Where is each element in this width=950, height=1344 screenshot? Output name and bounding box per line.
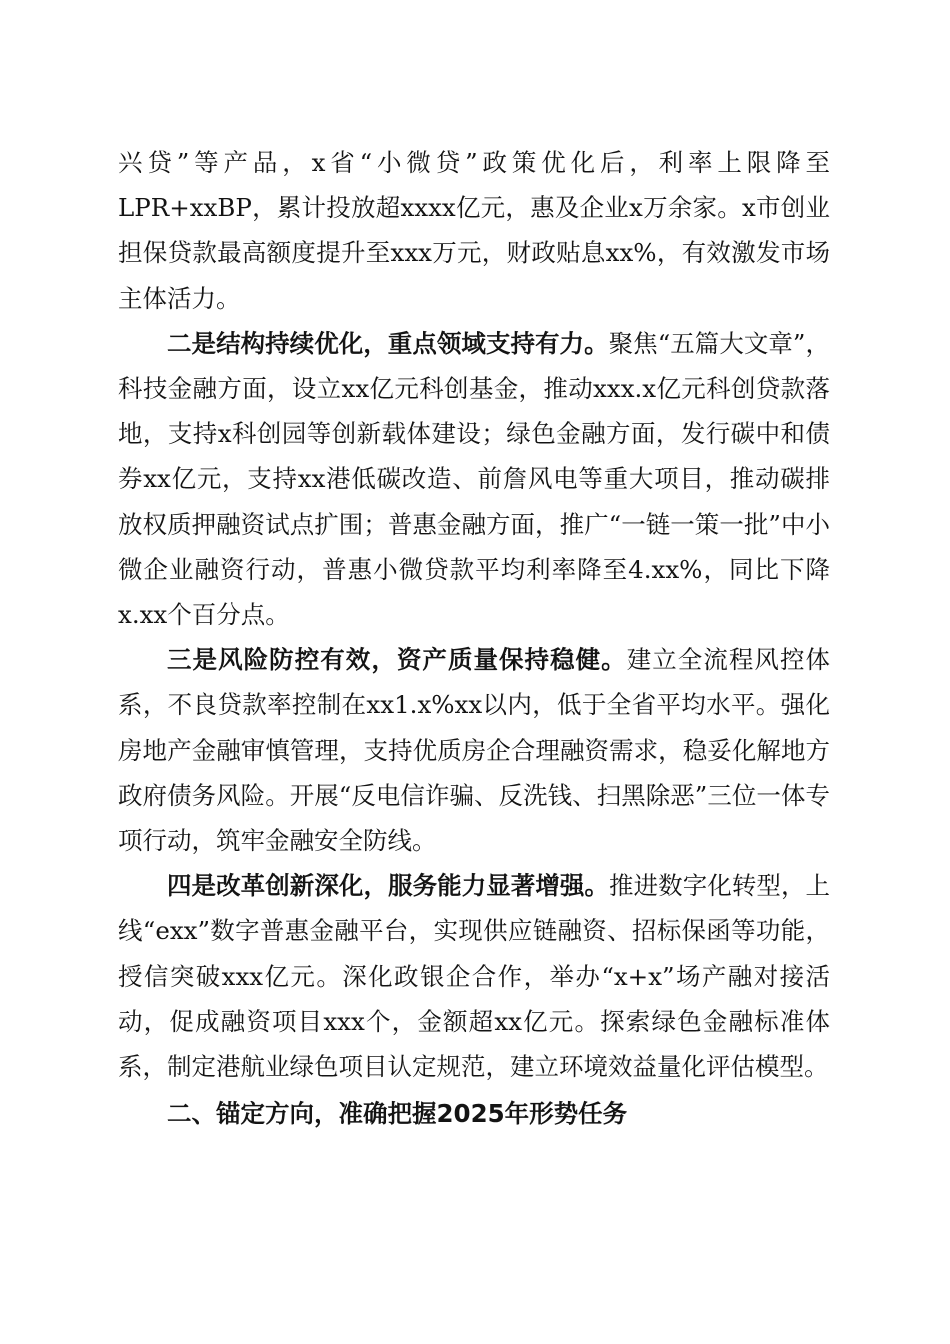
paragraph-lead-sentence: 二是结构持续优化，重点领域支持有力。 — [167, 328, 609, 358]
document-body — [118, 140, 830, 1136]
paragraph-text: 聚焦“五篇大文章”，科技金融方面，设立xx亿元科创基金，推动xxx.x亿元科创贷款落地，支持x科创园等创新载体建设；绿色金融方面，发行碳中和债券xx亿元，支持xx港低碳改造、前詹风电等重大项目，推动碳排放权质押融资试点扩围；普惠金融方面，推广“一链一策一批”中小微企业融资行动，普惠小微贷款平均利率降至4.xx%，同比下降x.xx个百分点。 — [118, 328, 830, 630]
paragraph-reform-innovation — [118, 863, 830, 1089]
paragraph-text: 建立全流程风控体系，不良贷款率控制在xx1.x%xx以内，低于全省平均水平。强化房地产金融审慎管理，支持优质房企合理融资需求，稳妥化解地方政府债务风险。开展“反电信诈骗、反洗钱、扫黑除恶”三位一体专项行动，筑牢金融安全防线。 — [118, 645, 830, 856]
paragraph-structure-optimization — [118, 321, 830, 637]
paragraph-risk-control — [118, 637, 830, 863]
paragraph-text: 推进数字化转型，上线“exx”数字普惠金融平台，实现供应链融资、招标保函等功能，授信突破xxx亿元。深化政银企合作，举办“x+x”场产融对接活动，促成融资项目xxx个，金额超xx亿元。探索绿色金融标准体系，制定港航业绿色项目认定规范，建立环境效益量化评估模型。 — [118, 871, 831, 1082]
paragraph-continuation — [118, 140, 830, 321]
section-heading: 二、锚定方向，准确把握2025年形势任务 — [167, 1099, 628, 1129]
paragraph-lead-sentence: 三是风险防控有效，资产质量保持稳健。 — [167, 645, 627, 675]
paragraph-lead-sentence: 四是改革创新深化，服务能力显著增强。 — [167, 871, 610, 901]
paragraph-text: 兴贷”等产品，x省“小微贷”政策优化后，利率上限降至LPR+xxBP，累计投放超xxxx亿元，惠及企业x万余家。x市创业担保贷款最高额度提升至xxx万元，财政贴息xx%，有效激发市场主体活力。 — [118, 148, 830, 313]
